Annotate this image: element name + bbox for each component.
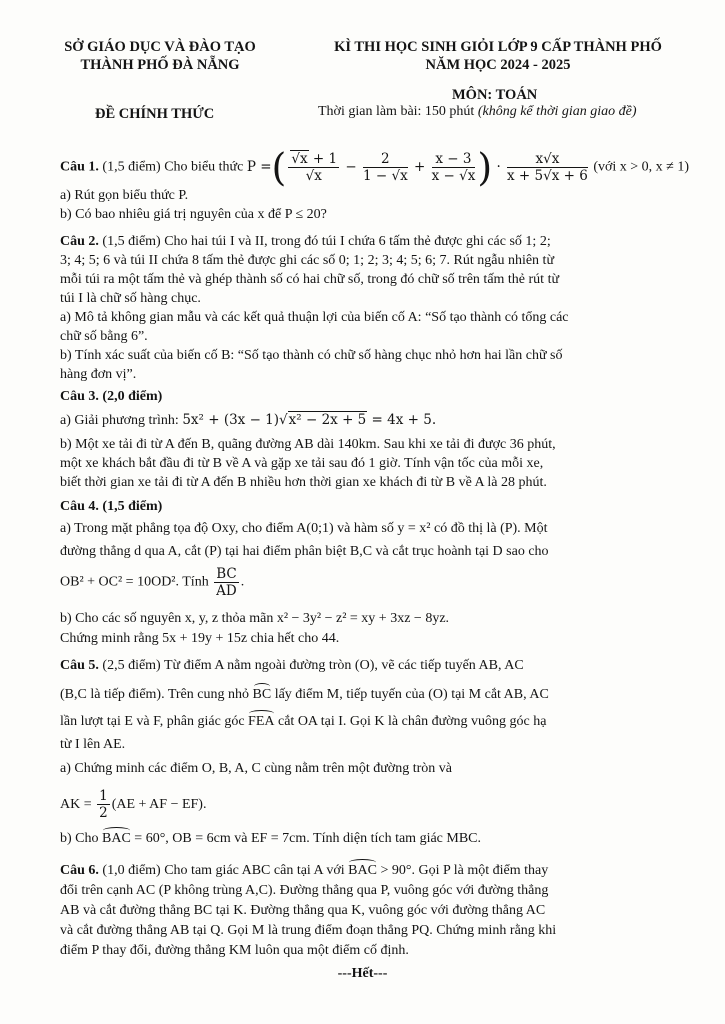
q3-line-3: biết thời gian xe tải đi từ A đến B nhiều hơn thời gian xe khách đi từ B về A là 28 phút. xyxy=(60,475,547,490)
q6-title: Câu 6. xyxy=(60,863,99,878)
q1-title: Câu 1. xyxy=(60,159,99,175)
q5-text-7a: b) Cho xyxy=(60,831,99,846)
q3-header xyxy=(60,389,162,405)
department-line-2: THÀNH PHỐ ĐÀ NẴNG xyxy=(80,57,240,73)
q4-title: Câu 4. xyxy=(60,499,99,514)
q2-text-1: (1,5 điểm) Cho hai túi I và II, trong đó túi I chứa 6 tấm thẻ được ghi các số 1; 2; xyxy=(102,234,551,249)
q6-line-1 xyxy=(60,863,548,879)
time-label: Thời gian làm bài: 150 phút xyxy=(318,104,475,119)
q2-line-4: túi I là chữ số hàng chục. xyxy=(60,291,201,306)
q1-part-b: b) Có bao nhiêu giá trị nguyên của x để P ≤ 20? xyxy=(60,207,327,222)
q4-fraction xyxy=(214,566,239,599)
q1-condition: (với x > 0, x ≠ 1) xyxy=(593,159,690,175)
q6-arc-bac: BAC xyxy=(348,863,377,878)
subject: MÔN: TOÁN xyxy=(452,87,538,103)
q5-line-1 xyxy=(60,658,524,674)
q4-line-2: đường thẳng d qua A, cắt (P) tại hai điểm phân biệt B,C và cắt trục hoành tại D sao cho xyxy=(60,544,549,559)
q5-arc-fea: FEA xyxy=(248,714,275,729)
q5-half-den: 2 xyxy=(99,805,108,822)
q4-line-3: OB² + OC² = 10OD². Tính $\frac{BC}{AD}$ . xyxy=(60,566,245,599)
q4-line-4: b) Cho các số nguyên x, y, z thỏa mãn x² − 3y² − z² = xy + 3xz − 8yz. xyxy=(60,611,450,626)
q3-line-2: một xe khách bắt đầu đi từ B về A và gặp xe tải sau đó 1 giờ. Tính vận tốc của mỗi xe, xyxy=(60,456,544,471)
q3-points: (2,0 điểm) xyxy=(102,389,163,404)
q2-line-6: chữ số bằng 6”. xyxy=(60,329,148,344)
q4-line-1: a) Trong mặt phẳng tọa độ Oxy, cho điểm A(0;1) và hàm số y = x² có đồ thị là (P). Một xyxy=(60,521,548,536)
q2-line-3: mỗi túi ra một tấm thẻ và ghép thành số có hai chữ số, trong đó chữ số trên tấm thẻ rút từ xyxy=(60,272,560,287)
q5-half xyxy=(97,788,110,821)
q5-text-2b: lấy điểm M, tiếp tuyến của (O) tại M cắt AB, AC xyxy=(274,687,549,702)
q4-frac-den: AD xyxy=(216,583,237,599)
q3-a-label: a) Giải phương trình: xyxy=(60,413,179,428)
q5-text-7b: = 60°, OB = 6cm và EF = 7cm. Tính diện tích tam giác MBC. xyxy=(134,831,482,846)
q5-line-5: a) Chứng minh các điểm O, B, A, C cùng nằm trên một đường tròn và xyxy=(60,761,452,776)
q3-equation: 5x² + (3x − 1)√x² − 2x + 5 = 4x + 5. xyxy=(182,412,437,428)
q4-frac-num: BC xyxy=(216,566,237,582)
q5-half-num: 1 xyxy=(99,788,108,805)
q4-header xyxy=(60,499,162,515)
q3-part-a xyxy=(60,412,436,429)
q2-line-2: 3; 4; 5; 6 và túi II chứa 8 tấm thẻ được ghi các số 0; 1; 2; 3; 4; 5; 6; 7. Rút ngẫu nhiên từ xyxy=(60,253,555,268)
q6-text-1b: > 90°. Gọi P là một điểm thay xyxy=(380,863,549,878)
school-year: NĂM HỌC 2024 - 2025 xyxy=(425,57,571,73)
q5-arc-bac: BAC xyxy=(102,831,131,846)
q5-text-2a: (B,C là tiếp điểm). Trên cung nhỏ xyxy=(60,687,249,702)
q5-text-6b: (AE + AF − EF). xyxy=(111,797,207,812)
q5-text-3a: lần lượt tại E và F, phân giác góc xyxy=(60,714,245,729)
q6-line-2: đổi trên cạnh AC (P không trùng A,C). Đường thẳng qua P, vuông góc với đường thẳng xyxy=(60,883,549,898)
exam-title: KÌ THI HỌC SINH GIỎI LỚP 9 CẤP THÀNH PHỐ xyxy=(334,39,662,55)
q5-text-1: (2,5 điểm) Từ điểm A nằm ngoài đường tròn (O), vẽ các tiếp tuyến AB, AC xyxy=(102,658,524,673)
q5-line-6 xyxy=(60,788,206,822)
department-block xyxy=(50,38,270,74)
q5-line-4: từ I lên AE. xyxy=(60,737,126,752)
end-marker: ---Hết--- xyxy=(337,966,388,981)
q6-line-5: điểm P thay đổi, đường thẳng KM luôn qua một điểm cố định. xyxy=(60,943,409,958)
q6-line-4: và cắt đường thẳng AB tại Q. Gọi M là trung điểm đoạn thẳng PQ. Chứng minh rằng khi xyxy=(60,923,557,938)
q2-title: Câu 2. xyxy=(60,234,99,249)
q2-line-8: hàng đơn vị”. xyxy=(60,367,137,382)
q5-text-6a: AK = xyxy=(60,797,92,812)
q5-line-2 xyxy=(60,687,549,703)
official-label: ĐỀ CHÍNH THỨC xyxy=(95,106,215,122)
q1-part-a: a) Rút gọn biểu thức P. xyxy=(60,188,189,203)
q4-line-5: Chứng minh rằng 5x + 19y + 15z chia hết cho 44. xyxy=(60,631,340,646)
q6-text-1a: (1,0 điểm) Cho tam giác ABC cân tại A với xyxy=(102,863,345,878)
time-info xyxy=(318,104,637,120)
q4-points: (1,5 điểm) xyxy=(102,499,163,514)
q1-line-1 xyxy=(60,145,690,189)
q1-points: (1,5 điểm) Cho biểu thức xyxy=(102,159,244,175)
q5-title: Câu 5. xyxy=(60,658,99,673)
department-line-1: SỞ GIÁO DỤC VÀ ĐÀO TẠO xyxy=(64,39,256,55)
q2-line-5: a) Mô tả không gian mẫu và các kết quả thuận lợi của biến cố A: “Số tạo thành có tổng các xyxy=(60,310,569,325)
q1-expression: P =( $\frac{√x + 1}{√x}$ − $\frac{2}{1 - √x}$ + $\frac{x - 3}{x - √x}$ ) · $\frac{x√x}{x + 5√x + 6}$ xyxy=(246,145,588,189)
q5-text-3b: cắt OA tại I. Gọi K là chân đường vuông góc hạ xyxy=(278,714,547,729)
q2-line-1 xyxy=(60,234,551,250)
q5-line-7 xyxy=(60,831,481,847)
q3-line-1: b) Một xe tải đi từ A đến B, quãng đường AB dài 140km. Sau khi xe tải đi được 36 phút, xyxy=(60,437,556,452)
exam-title-block xyxy=(318,38,678,74)
q6-line-3: AB và cắt đường thẳng BC tại K. Đường thẳng qua K, vuông góc với đường thẳng AC xyxy=(60,903,546,918)
q5-line-3 xyxy=(60,714,546,730)
q5-arc-bc: BC xyxy=(252,687,272,702)
q3-title: Câu 3. xyxy=(60,389,99,404)
q2-line-7: b) Tính xác suất của biến cố B: “Số tạo thành có chữ số hàng chục nhỏ hơn hai lần chữ số xyxy=(60,348,563,363)
q4-text-3: OB² + OC² = 10OD². Tính xyxy=(60,574,209,590)
time-note: (không kể thời gian giao đề) xyxy=(477,104,637,119)
